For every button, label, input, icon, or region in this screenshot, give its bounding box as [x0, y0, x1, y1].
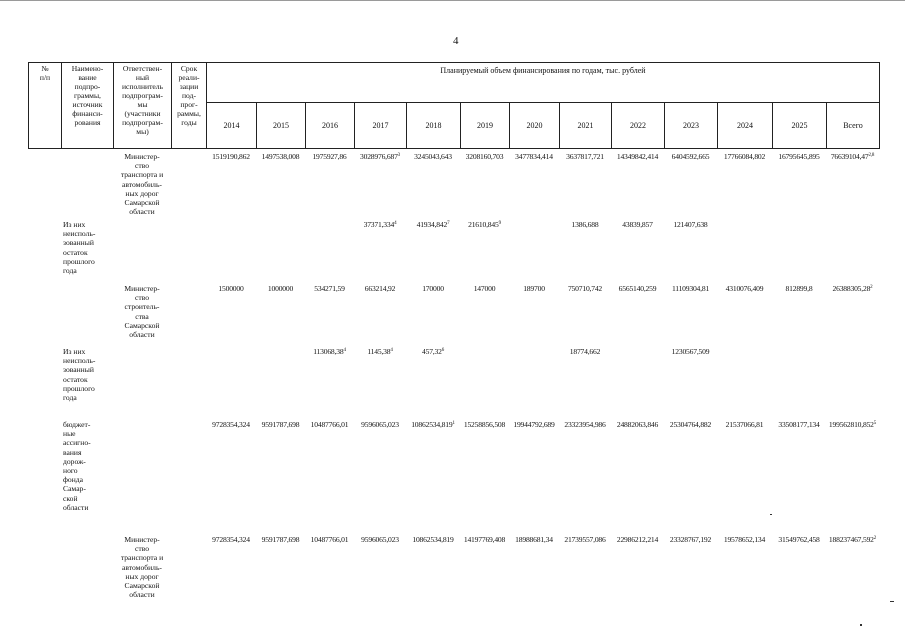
- value-cell-2023: 121407,638: [673, 220, 708, 229]
- footnote-mark: 2: [870, 285, 873, 290]
- value-cell-2019: 15258856,508: [463, 420, 506, 429]
- value-cell-2016: 113068,38$^4$: [313, 347, 346, 356]
- value-cell-2024: 17766084,802: [723, 152, 766, 161]
- header-col-number: № п/п: [29, 63, 62, 149]
- value-cell-2021: 750710,742: [567, 284, 603, 293]
- header-year-2014: 2014: [207, 103, 257, 149]
- footnote-mark: 4: [394, 221, 397, 226]
- header-year-2019: 2019: [461, 103, 510, 149]
- row-source-name: Из них неисполь- зованный остаток прошлого года: [63, 347, 96, 403]
- value-cell-2025: 31549762,458: [778, 535, 820, 544]
- value-cell-2021: 1386,688: [571, 220, 599, 229]
- value-cell-2022: 22986212,214: [616, 535, 659, 544]
- value-cell-2023: 6404592,665: [671, 152, 710, 161]
- footnote-mark: 7: [447, 221, 450, 226]
- footnote-mark: 3: [397, 153, 400, 158]
- value-cell-2023: 23328767,192: [669, 535, 712, 544]
- value-cell-2017: 37371,334$^4$: [363, 220, 397, 229]
- footnote-mark: 2,8: [868, 153, 875, 158]
- value-cell-2015: 1497538,008: [261, 152, 300, 161]
- value-cell-2023: 25304764,882: [669, 420, 712, 429]
- value-cell-2022: 14349842,414: [616, 152, 659, 161]
- footnote-mark: 4: [390, 348, 393, 353]
- value-cell-2017: 9596065,023: [361, 535, 399, 544]
- value-cell-Всего: 188237467,592$^2$: [828, 535, 877, 544]
- value-cell-2014: 1519190,862: [212, 152, 250, 161]
- value-cell-2022: 43839,857: [622, 220, 653, 229]
- value-cell-2016: 10487766,01: [310, 535, 349, 544]
- value-cell-2020: 189700: [523, 284, 545, 293]
- value-cell-2017: 1145,38$^4$: [367, 347, 393, 356]
- header-year-2024: 2024: [718, 103, 773, 149]
- value-cell-2021: 21739557,086: [564, 535, 606, 544]
- value-cell-2015: 9591787,698: [261, 535, 300, 544]
- value-cell-2019: 21610,845$^9$: [468, 220, 501, 229]
- value-cell-2015: 1000000: [267, 284, 294, 293]
- value-cell-2024: 21537066,81: [725, 420, 764, 429]
- value-cell-2016: 1975927,86: [312, 152, 347, 161]
- top-border-line: [0, 0, 905, 1]
- scan-mark: [890, 601, 894, 602]
- value-cell-2021: 18774,662: [569, 347, 601, 356]
- value-cell-2022: 6565140,259: [618, 284, 657, 293]
- scan-mark: [770, 514, 772, 515]
- value-cell-2025: 33508177,134: [778, 420, 820, 429]
- value-cell-2014: 9728354,324: [212, 420, 250, 429]
- footnote-mark: 6: [441, 348, 444, 353]
- value-cell-2016: 10487766,01: [310, 420, 349, 429]
- value-cell-2014: 1500000: [218, 284, 244, 293]
- header-table: [28, 62, 880, 149]
- value-cell-2020: 19944792,689: [513, 420, 555, 429]
- header-year-2023: 2023: [665, 103, 718, 149]
- value-cell-2020: 3477834,414: [515, 152, 553, 161]
- row-responsible: Министер- ство строитель- ства Самарской области: [124, 284, 160, 340]
- header-col-responsible: Ответствен- ный исполнитель подпрограм- мы (участники подпрограм- мы): [114, 63, 172, 149]
- value-cell-2023: 11109304,81: [671, 284, 710, 293]
- footnote-mark: 5: [873, 421, 877, 426]
- value-cell-2019: 3208160,703: [465, 152, 504, 161]
- value-cell-2019: 147000: [473, 284, 496, 293]
- value-cell-2017: 663214,92: [364, 284, 396, 293]
- header-year-2021: 2021: [560, 103, 612, 149]
- value-cell-2025: 16795645,895: [778, 152, 820, 161]
- value-cell-2018: 3245043,643: [414, 152, 452, 161]
- value-cell-2019: 14197769,408: [463, 535, 506, 544]
- row-source-name: Из них неисполь- зованный остаток прошлого года: [63, 220, 96, 276]
- value-cell-2020: 18988681,34: [515, 535, 553, 544]
- value-cell-2024: 4310076,409: [725, 284, 764, 293]
- header-year-2025: 2025: [773, 103, 827, 149]
- value-cell-2021: 3637817,721: [566, 152, 604, 161]
- value-cell-2014: 9728354,324: [212, 535, 250, 544]
- footnote-mark: 2: [873, 536, 877, 541]
- value-cell-2016: 534271,59: [314, 284, 345, 293]
- value-cell-2018: 10862534,819: [412, 535, 454, 544]
- value-cell-2017: 9596065,023: [361, 420, 399, 429]
- footnote-mark: 1: [452, 421, 455, 426]
- header-year-2020: 2020: [510, 103, 560, 149]
- value-cell-2022: 24882063,846: [616, 420, 659, 429]
- footnote-mark: 4: [343, 348, 346, 353]
- value-cell-2018: 457,32$^6$: [422, 347, 444, 356]
- header-year-Всего: Всего: [827, 103, 880, 149]
- page-number: 4: [453, 35, 459, 47]
- value-cell-2024: 19578652,134: [723, 535, 766, 544]
- header-year-2017: 2017: [355, 103, 407, 149]
- value-cell-Всего: 26388305,28$^2$: [832, 284, 873, 293]
- row-responsible: Министер- ство транспорта и автомобиль- ных дорог Самарской области: [120, 535, 164, 600]
- value-cell-2018: 170000: [422, 284, 444, 293]
- header-year-2018: 2018: [407, 103, 461, 149]
- value-cell-2015: 9591787,698: [261, 420, 300, 429]
- header-col-term: Срок реали- зации под- прог- раммы, годы: [172, 63, 207, 149]
- value-cell-Всего: 76639104,47$^{2,8}$: [830, 152, 875, 161]
- scan-mark: [860, 624, 862, 626]
- value-cell-2018: 10862534,819$^1$: [411, 420, 455, 429]
- row-responsible: Министер- ство транспорта и автомобиль- ных дорог Самарской области: [120, 152, 164, 217]
- value-cell-2021: 23323954,986: [564, 420, 606, 429]
- value-cell-2025: 812899,8: [785, 284, 813, 293]
- value-cell-2018: 41934,842$^7$: [416, 220, 450, 229]
- header-year-2015: 2015: [257, 103, 306, 149]
- value-cell-2017: 3028976,687$^3$: [360, 152, 400, 161]
- row-source-name: бюджет- ные ассигно- вания дорож- ного фонда Самар- ской области: [63, 420, 91, 512]
- header-col-name: Наимено- вание подпро- граммы, источник финанси- рования: [62, 63, 114, 149]
- header-year-2016: 2016: [306, 103, 355, 149]
- header-funding-title: Планируемый объем финансирования по годам, тыс. рублей: [207, 63, 880, 103]
- value-cell-2023: 1230567,509: [671, 347, 710, 356]
- value-cell-Всего: 199562810,852$^5$: [828, 420, 877, 429]
- header-year-2022: 2022: [612, 103, 665, 149]
- footnote-mark: 9: [498, 221, 501, 226]
